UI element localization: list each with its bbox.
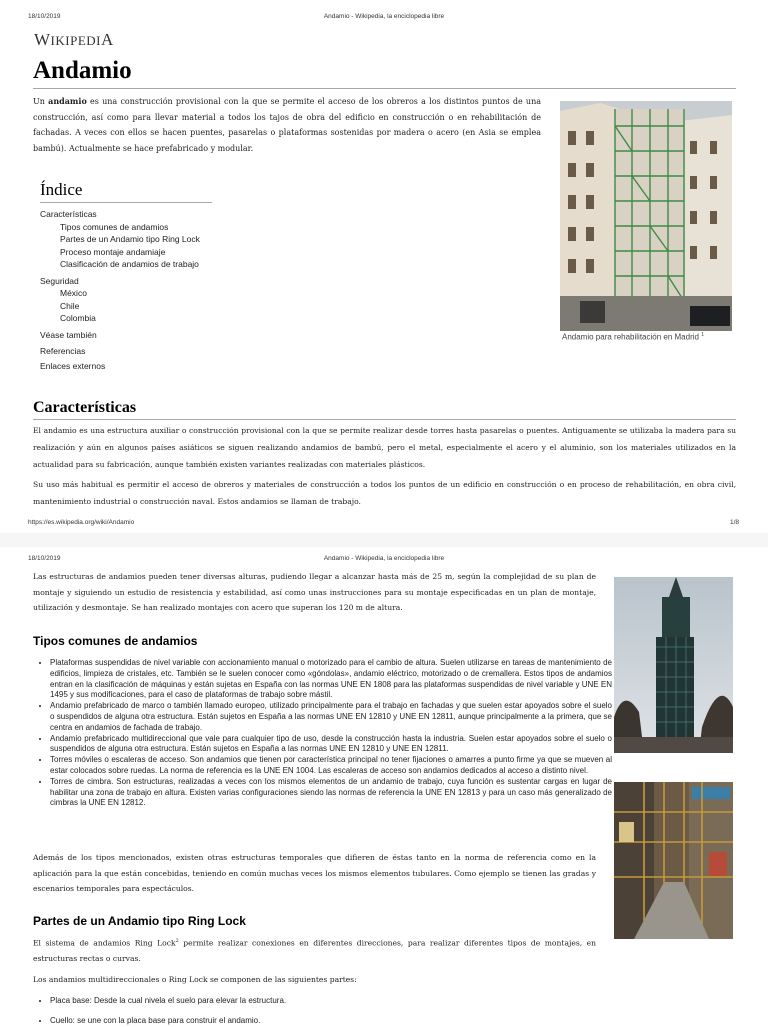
toc-item-tipos[interactable]: Tipos comunes de andamios <box>60 221 169 232</box>
scaffold-tower-image[interactable] <box>614 577 733 753</box>
intro-bold-term: andamio <box>48 96 87 106</box>
toc-item-chile[interactable]: Chile <box>60 300 80 311</box>
other-structures-paragraph: Además de los tipos mencionados, existen otras estructuras temporales que difieren de éstas tanto en la norma de referencia como en la aplicación para la que están concebidas, teniendo en común muchas veces los mismos elementos tubulares. Como ejemplo se tienen las gradas y escenarios temporales para espectáculos. <box>33 853 596 893</box>
toc-rule <box>40 202 212 203</box>
image-caption: Andamio para rehabilitación en Madrid $^1$ <box>562 332 704 342</box>
scaffold-building-image[interactable] <box>560 101 732 331</box>
scaffold-street-image[interactable] <box>614 782 733 939</box>
toc-item-mexico[interactable]: México <box>60 288 87 298</box>
list-item: • Andamio prefabricado de marco o también llamado europeo, utilizado principalmente para el trabajo en fachadas y que suelen estar apoyados sobre el suelo o suspendidos de alguna otra estructura. Están sujetos en España a las normas UNE EN 12810 y UNE EN 12811, aunque principalmente a la primera, que se centra en andamios de fachada de trabajo. <box>50 701 612 733</box>
caracteristicas-paragraph-2: Su uso más habitual es permitir el acceso de obreros y materiales de construcción a todos los puntos de un edificio en construcción o en proceso de rehabilitación, en obra civil, mantenimiento industrial o construcción naval. Estos andamios se llaman de trabajo. <box>33 480 736 506</box>
toc-item-partes[interactable]: Partes de un Andamio tipo Ring Lock <box>60 234 200 244</box>
list-item: • Torres de cimbra. Son estructuras, realizadas a veces con los mismos elementos de un andamio de trabajo, cuya función es sustentar cargas en lugar de habilitar una zona de trabajo en altura. Existen varias configuraciones siendo las normas de referencia la UNE EN 12813 y para un caso más generalizado de cimbras la UNE EN 12812. <box>50 777 612 809</box>
toc-item-vease[interactable]: Véase también <box>40 329 97 340</box>
list-item: • Plataformas suspendidas de nivel variable con accionamiento manual o motorizado para el cambio de altura. Suelen utilizarse en tareas de mantenimiento de edificios, limpieza de cristales, etc. También se le suelen conocer como «góndolas», andamio eléctrico, motorizado o de cremallera. Estos tipos de andamios entran en la clasificación de máquinas y están sujetas en España con las normas UNE EN 1808 para las plataformas suspendidas de nivel variable y UNE EN 1495 y sus modificaciones, para el caso de plataformas de trabajo sobre mástil. <box>50 658 612 701</box>
print-date: 18/10/2019 <box>28 13 61 20</box>
ring-lock-parts-intro: Los andamios multidireccionales o Ring Lock se componen de las siguientes partes: <box>33 975 357 984</box>
ring-lock-reference[interactable]: 2 <box>175 938 179 944</box>
toc-heading: Índice <box>40 180 83 199</box>
list-item: • Andamio prefabricado multidireccional que vale para cualquier tipo de uso, desde la construcción hasta la industria. Suelen estar apoyados sobre el suelo o suspendidos de alguna otra estructura. Están sujetos en España a las normas UNE EN 12810 y UNE EN 12811. <box>50 734 612 756</box>
print-footer-url: https://es.wikipedia.org/wiki/Andamio <box>28 519 135 526</box>
page-title: Andamio <box>33 57 132 84</box>
heading-tipos: Tipos comunes de andamios <box>33 634 198 648</box>
list-item: • Cuello: se une con la placa base para construir el andamio. <box>50 1016 612 1027</box>
section-rule <box>33 419 736 420</box>
caracteristicas-paragraph-1: El andamio es una estructura auxiliar o construcción provisional con la que se permite realizar desde torres hasta pasarelas o puentes. Antiguamente se utilizaba la madera para su realización y aún en algunos países asiáticos se siguen realizando andamios de bambú, pero el metal, especialmente el acero y el aluminio, son los materiales utilizados en la actualidad para su fabricación, aunque también existen variantes realizadas con materiales plásticos. <box>33 426 736 469</box>
print-page-title: Andamio - Wikipedia, la enciclopedia libre <box>323 13 445 20</box>
toc-item-seguridad[interactable]: Seguridad <box>40 275 79 286</box>
list-item: • Placa base: Desde la cual nivela el suelo para elevar la estructura. <box>50 996 612 1007</box>
tipos-list <box>37 658 612 809</box>
heading-partes: Partes de un Andamio tipo Ring Lock <box>33 914 246 928</box>
toc-item-referencias[interactable]: Referencias <box>40 345 86 356</box>
ring-lock-parts-list <box>37 996 612 1027</box>
heights-paragraph: Las estructuras de andamios pueden tener diversas alturas, pudiendo llegar a alcanzar hasta más de 25 m, según la complejidad de su plan de montaje y siguiendo un estudio de resistencia y estabilidad, así como unas instrucciones para su montaje especificadas en un plan de montaje, utilización y desmontaje. Se han realizado montajes con acero que superan los 120 m de altura. <box>33 572 596 612</box>
section-heading-caracteristicas: Características <box>33 399 137 416</box>
toc-item-caracteristicas[interactable]: Características <box>40 209 97 219</box>
title-rule <box>33 88 736 89</box>
print-page-title-2: Andamio - Wikipedia, la enciclopedia libre <box>323 555 445 562</box>
print-date-2: 18/10/2019 <box>28 555 61 562</box>
toc-item-proceso[interactable]: Proceso montaje andamiaje <box>60 246 166 257</box>
wikipedia-logo: WIKIPEDIA <box>34 30 114 49</box>
table-of-contents <box>40 209 200 373</box>
toc-item-colombia[interactable]: Colombia <box>60 313 96 323</box>
ring-lock-paragraph: El sistema de andamios Ring Lock$^2$ permite realizar conexiones en diferentes direcciones, para realizar diferentes tipos de montajes, en estructuras rectas o curvas. <box>33 938 597 964</box>
toc-item-enlaces[interactable]: Enlaces externos <box>40 360 106 371</box>
caption-reference[interactable]: 1 <box>701 332 704 338</box>
page-break <box>0 533 768 547</box>
toc-item-clasificacion[interactable]: Clasificación de andamios de trabajo <box>60 259 199 269</box>
print-footer-page: 1/8 <box>730 519 740 526</box>
list-item: • Torres móviles o escaleras de acceso. Son andamios que tienen por característica principal no tener fijaciones o amarres a punto firme ya que se mueven al estar colocados sobre ruedas. La norma de referencia es la UNE EN 1004. Las escaleras de acceso son andamios dedicados al acceso a distinto nivel. <box>50 755 612 777</box>
intro-paragraph: Un andamio es una construcción provisional con la que se permite el acceso de los obreros a los distintos puntos de una construcción, así como para llevar material a todos los tajos de obra del edificio en construcción o en rehabilitación de fachadas. A veces con ellos se hacen puentes, pasarelas o plataformas sostenidas por madera o acero (en Asia se emplea bambú). Actualmente se hace prefabricado y modular. <box>33 96 542 153</box>
